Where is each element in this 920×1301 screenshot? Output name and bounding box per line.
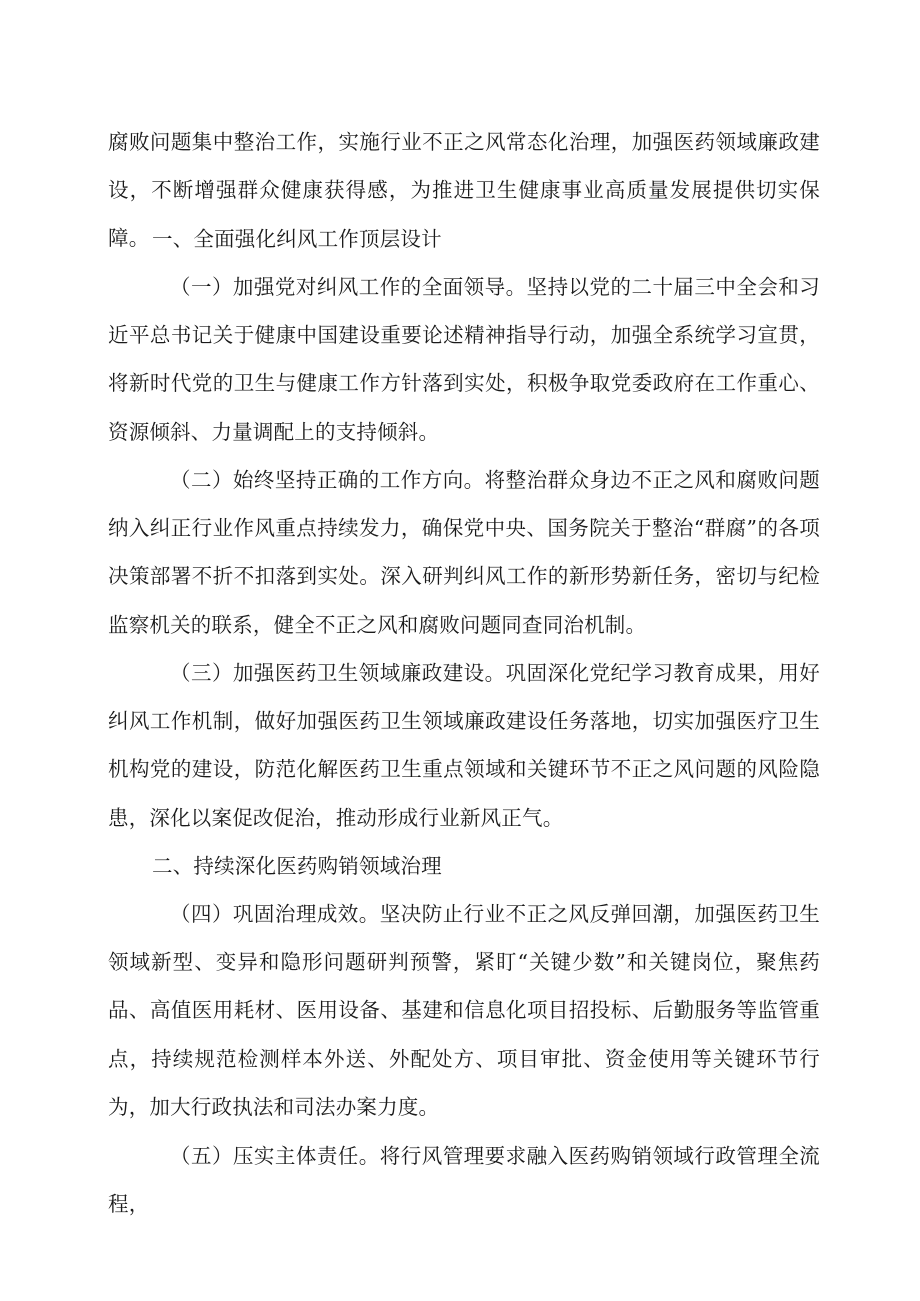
subitem-paragraph-1: （一）加强党对纠风工作的全面领导。坚持以党的二十届三中全会和习近平总书记关于健康中国建设重要论述精神指导行动，加强全系统学习宣贯，将新时代党的卫生与健康工作方针落到实处，积极争取党委政府在工作重心、资源倾斜、力量调配上的支持倾斜。 <box>108 275 820 444</box>
body-paragraph-intro: 腐败问题集中整治工作，实施行业不正之风常态化治理，加强医药领域廉政建设，不断增强群众健康获得感，为推进卫生健康事业高质量发展提供切实保障。 <box>108 130 820 251</box>
section-heading-1: 一、全面强化纠风工作顶层设计 <box>152 227 442 251</box>
subitem-paragraph-4: （四）巩固治理成效。坚决防止行业不正之风反弹回潮，加强医药卫生领域新型、变异和隐形问题研判预警，紧盯“关键少数”和关键岗位，聚焦药品、高值医用耗材、医用设备、基建和信息化项目招投标、后勤服务等监管重点，持续规范检测样本外送、外配处方、项目审批、资金使用等关键环节行为，加大行政执法和司法办案力度。 <box>108 902 820 1119</box>
subitem-paragraph-3: （三）加强医药卫生领域廉政建设。巩固深化党纪学习教育成果，用好纠风工作机制，做好加强医药卫生领域廉政建设任务落地，切实加强医疗卫生机构党的建设，防范化解医药卫生重点领域和关键环节不正之风问题的风险隐患，深化以案促改促治，推动形成行业新风正气。 <box>108 661 820 830</box>
section-heading-2: 二、持续深化医药购销领域治理 <box>152 854 442 878</box>
subitem-paragraph-2: （二）始终坚持正确的工作方向。将整治群众身边不正之风和腐败问题纳入纠正行业作风重点持续发力，确保党中央、国务院关于整治“群腐”的各项决策部署不折不扣落到实处。深入研判纠风工作的新形势新任务，密切与纪检监察机关的联系，健全不正之风和腐败问题同查同治机制。 <box>108 468 820 637</box>
subitem-paragraph-5: （五）压实主体责任。将行风管理要求融入医药购销领域行政管理全流程， <box>108 1144 820 1217</box>
